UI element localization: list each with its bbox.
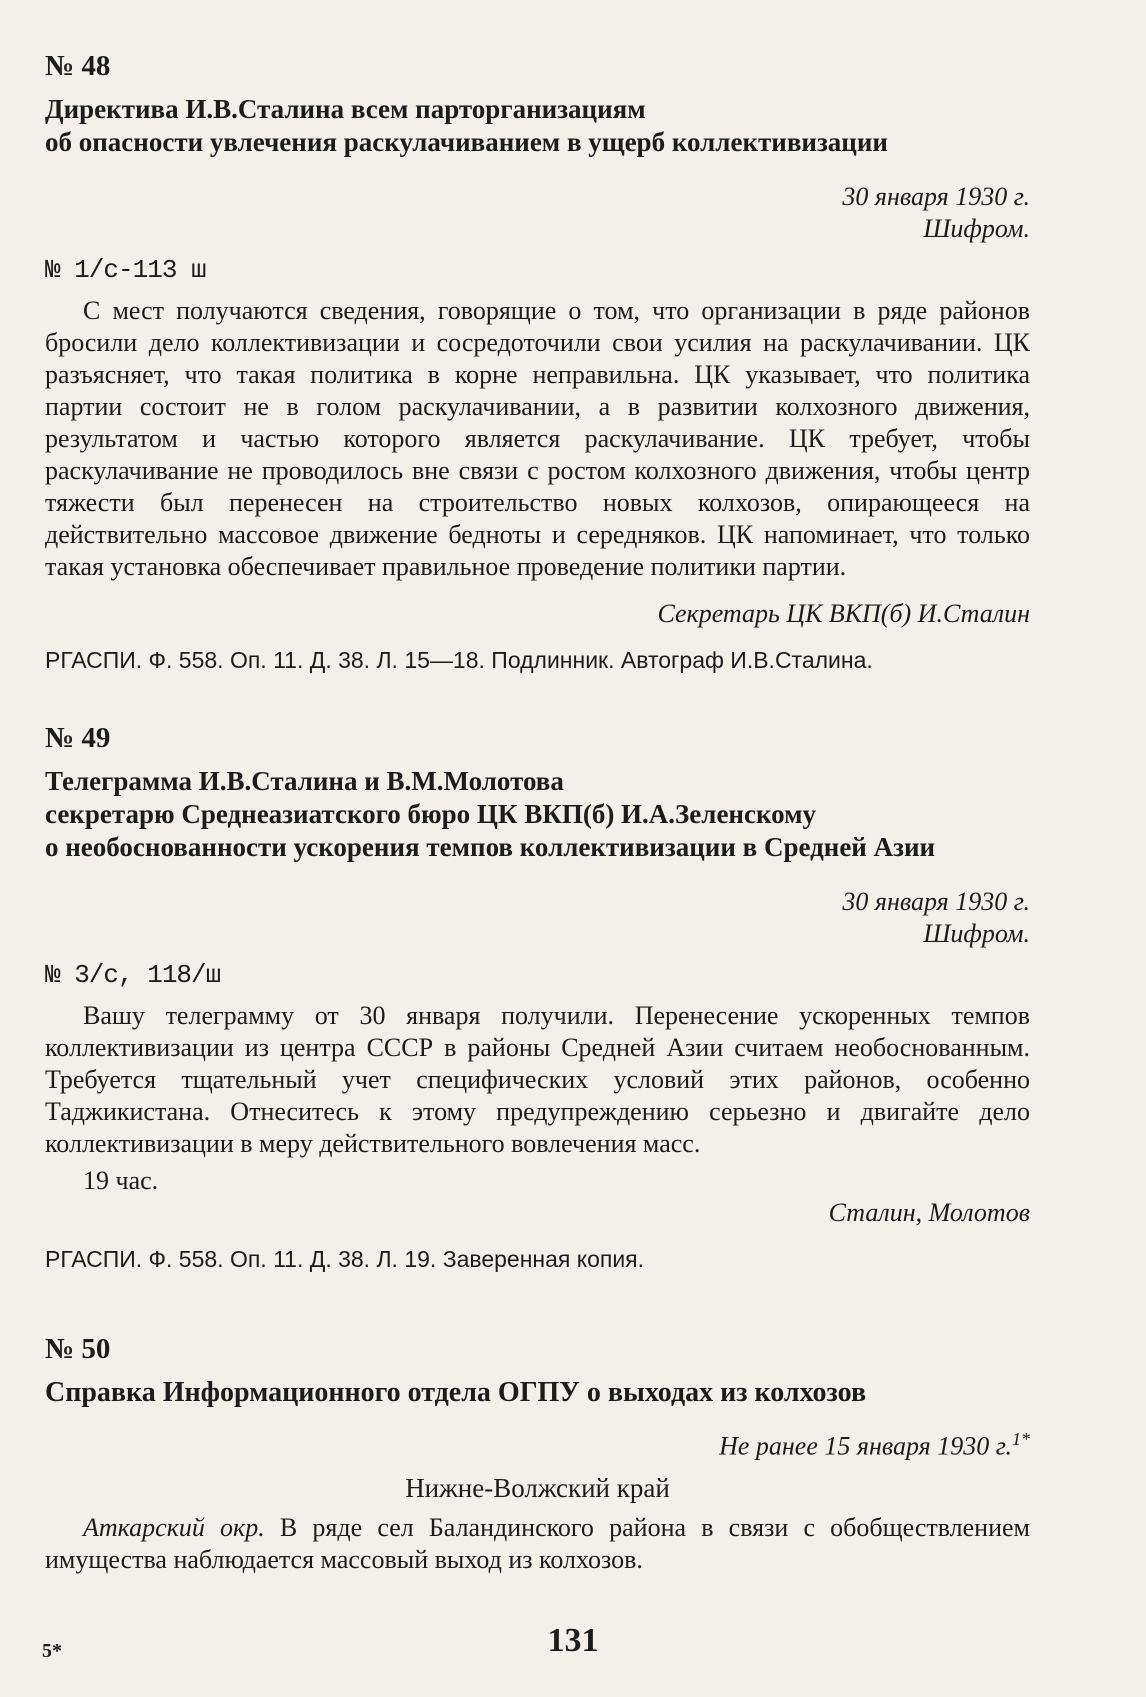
- doc48-date: 30 января 1930 г.: [842, 182, 1030, 211]
- doc48-title-line1: Директива И.В.Сталина всем парторганизациям: [45, 94, 646, 124]
- doc49-archive: РГАСПИ. Ф. 558. Оп. 11. Д. 38. Л. 19. Заверенная копия.: [45, 1246, 645, 1272]
- doc48-number: № 48: [45, 50, 111, 82]
- doc48-archive: РГАСПИ. Ф. 558. Оп. 11. Д. 38. Л. 15—18. Подлинник. Автограф И.В.Сталина.: [45, 647, 873, 673]
- doc48-body: С мест получаются сведения, говорящие о том, что организации в ряде районов бросили дело коллективизации и сосредоточили свои усилия на раскулачивании. ЦК разъясняет, что такая политика в корне неправильна. ЦК указывает, что политика партии состоит не в голом раскулачивании, а в развитии колхозного движения, результатом и частью которого является раскулачивание. ЦК требует, чтобы раскулачивание не проводилось вне связи с ростом колхозного движения, чтобы центр тяжести был перенесен на строительство новых колхозов, опирающееся на действительно массовое движение бедноты и середняков. ЦК напоминает, что только такая установка обеспечивает правильное проведение политики партии.: [45, 296, 1030, 581]
- doc48-ref: № 1/с-113 ш: [45, 255, 206, 285]
- doc50-district: Аткарский окр.: [83, 1512, 265, 1542]
- doc50-date: Не ранее 15 января 1930 г.: [719, 1431, 1012, 1461]
- doc49-title-line1: Телеграмма И.В.Сталина и В.М.Молотова: [45, 766, 564, 796]
- doc49-ref: № 3/с, 118/ш: [45, 960, 221, 990]
- doc50-date-line: [45, 1423, 1030, 1463]
- doc48-title-line2: об опасности увлечения раскулачиванием в ущерб коллективизации: [45, 127, 888, 157]
- doc49-signature: Сталин, Молотов: [828, 1198, 1030, 1227]
- doc50-number: № 50: [45, 1333, 111, 1365]
- doc50-footnote-mark: 1*: [1012, 1429, 1030, 1449]
- doc48-signature: Секретарь ЦК ВКП(б) И.Сталин: [657, 599, 1030, 628]
- doc49-number: № 49: [45, 722, 111, 754]
- doc49-title-line2: секретарю Среднеазиатского бюро ЦК ВКП(б) И.А.Зеленскому: [45, 799, 817, 829]
- doc50-body: В ряде сел Баландинского района в связи с обобществлением имущества наблюдается массовый выход из колхозов.: [45, 1512, 1031, 1574]
- page-number: 131: [547, 1622, 599, 1659]
- doc48-method: Шифром.: [923, 214, 1030, 243]
- doc50-title: Справка Информационного отдела ОГПУ о выходах из колхозов: [45, 1377, 867, 1408]
- doc50-paragraph: [45, 1512, 1030, 1576]
- doc49-title-line3: о необоснованности ускорения темпов коллективизации в Средней Азии: [45, 832, 936, 862]
- signature-mark: 5*: [42, 1640, 62, 1662]
- document-page: [45, 50, 1030, 1576]
- doc49-date: 30 января 1930 г.: [842, 887, 1030, 916]
- doc49-time: 19 час.: [83, 1166, 159, 1195]
- doc50-region: Нижне-Волжский край: [405, 1472, 670, 1503]
- doc49-body: Вашу телеграмму от 30 января получили. Перенесение ускоренных темпов коллективизации из центра СССР в районы Средней Азии считаем необоснованным. Требуется тщательный учет специфических условий этих районов, особенно Таджикистана. Отнеситесь к этому предупреждению серьезно и двигайте дело коллективизации в меру действительного вовлечения масс.: [45, 1001, 1030, 1158]
- doc49-method: Шифром.: [923, 919, 1030, 948]
